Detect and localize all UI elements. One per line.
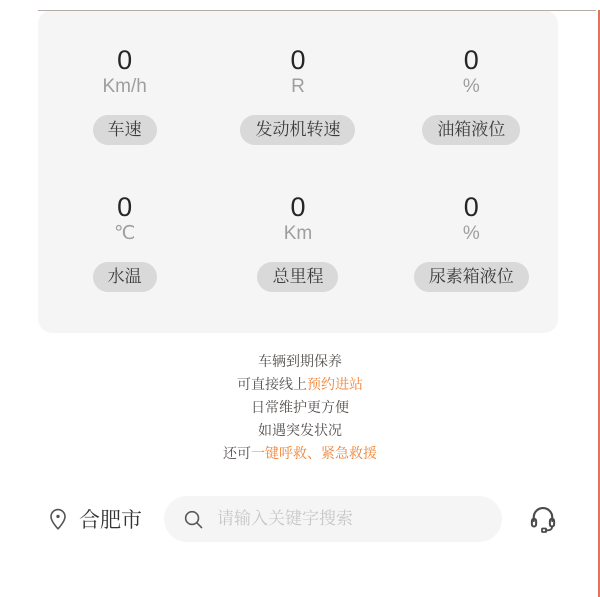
promo-text: 如遇突发状况: [258, 422, 342, 438]
promo-line: [0, 419, 600, 442]
promo-link-booking[interactable]: 预约进站: [307, 376, 363, 392]
bottom-bar: [0, 492, 600, 546]
promo-link-rescue[interactable]: 一键呼救、紧急救援: [251, 445, 377, 461]
metric-value: 0: [290, 45, 306, 75]
metric-value: 0: [290, 192, 306, 222]
metric-value: 0: [117, 45, 133, 75]
metric-unit: R: [291, 76, 305, 97]
promo-text: 车辆到期保养: [258, 353, 342, 369]
metric-label-pill: 油箱液位: [422, 115, 520, 145]
search-input-wrapper[interactable]: [164, 496, 502, 542]
promo-line: [0, 442, 600, 465]
customer-service-button[interactable]: [528, 504, 558, 534]
metrics-card: [38, 10, 558, 333]
promo-text: 可直接线上: [237, 376, 307, 392]
promo-line: [0, 396, 600, 419]
city-label: 合肥市: [79, 509, 142, 532]
metric-water-temperature: [38, 192, 211, 292]
promo-text: 日常维护更方便: [251, 399, 349, 415]
metric-unit: %: [462, 223, 480, 244]
top-divider: [38, 10, 596, 11]
metric-label-pill: 车速: [93, 115, 157, 145]
metric-unit: Km/h: [102, 76, 147, 97]
metric-value: 0: [117, 192, 133, 222]
location-picker[interactable]: [46, 504, 142, 534]
metric-vehicle-speed: [38, 45, 211, 145]
headset-icon: [528, 504, 558, 534]
search-icon: [182, 508, 205, 531]
metrics-row-2: [38, 192, 558, 292]
metric-engine-rpm: [211, 45, 384, 145]
metric-label-pill: 总里程: [257, 262, 338, 292]
metric-unit: Km: [283, 223, 313, 244]
metric-urea-tank-level: [385, 192, 558, 292]
promo-text: 还可: [223, 445, 251, 461]
metric-unit: ℃: [113, 223, 136, 244]
promo-text-block: [0, 350, 600, 465]
metric-total-mileage: [211, 192, 384, 292]
promo-line: [0, 373, 600, 396]
metrics-row-1: [38, 45, 558, 145]
metric-label-pill: 水温: [93, 262, 157, 292]
metric-unit: %: [462, 76, 480, 97]
metric-label-pill: 尿素箱液位: [414, 262, 529, 292]
metric-fuel-tank-level: [385, 45, 558, 145]
location-pin-icon: [46, 507, 70, 531]
metric-value: 0: [463, 192, 479, 222]
metric-value: 0: [463, 45, 479, 75]
search-input[interactable]: [215, 508, 490, 530]
metric-label-pill: 发动机转速: [240, 115, 355, 145]
promo-line: [0, 350, 600, 373]
